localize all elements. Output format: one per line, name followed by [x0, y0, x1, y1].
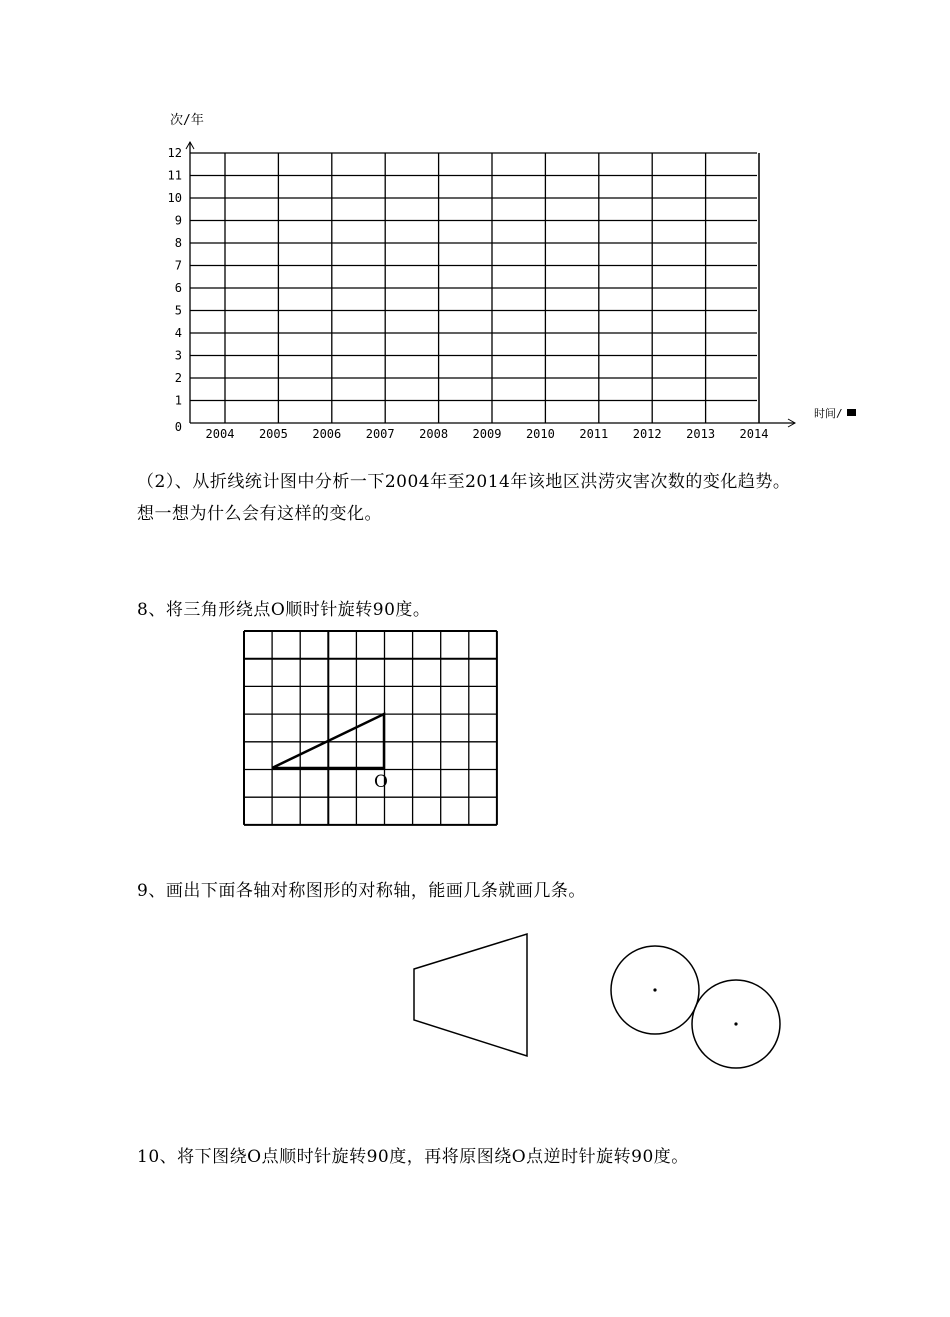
- x-tick-label: 2013: [686, 427, 716, 441]
- x-tick-label: 2006: [312, 427, 342, 441]
- x-tick-label: 2004: [205, 427, 235, 441]
- circle-left-center: [653, 988, 656, 991]
- x-axis-label: 时间/: [814, 407, 843, 420]
- question-7-2-line1: （2）、从折线统计图中分析一下2004年至2014年该地区洪涝灾害次数的变化趋势。: [137, 472, 791, 492]
- y-tick-label: 1: [174, 393, 182, 408]
- x-tick-label: 2008: [419, 427, 449, 441]
- question-8-prompt: 8、将三角形绕点O顺时针旋转90度。: [137, 600, 431, 620]
- x-tick-label: 2012: [632, 427, 662, 441]
- point-o-label: O: [374, 772, 388, 792]
- circle-right-center: [734, 1022, 737, 1025]
- y-tick-label: 11: [167, 168, 182, 183]
- y-tick-label: 5: [174, 303, 182, 318]
- question-10-prompt: 10、将下图绕O点顺时针旋转90度，再将原图绕O点逆时针旋转90度。: [137, 1147, 689, 1167]
- y-tick-label: 12: [167, 146, 182, 160]
- symmetry-figures: [0, 900, 950, 1100]
- y-tick-label: 10: [167, 191, 182, 205]
- y-tick-label: 9: [174, 213, 182, 228]
- y-tick-label: 0: [174, 420, 182, 434]
- x-tick-label: 2009: [472, 427, 502, 441]
- y-tick-label: 7: [174, 258, 182, 273]
- square-grid: [244, 631, 497, 825]
- trapezoid-shape: [414, 934, 527, 1056]
- question-9-prompt: 9、画出下面各轴对称图形的对称轴，能画几条就画几条。: [137, 881, 586, 901]
- x-tick-label: 2007: [365, 427, 395, 441]
- y-axis-label: 次/年: [170, 113, 204, 128]
- y-tick-label: 3: [174, 348, 182, 363]
- question-7-2-line2: 想一想为什么会有这样的变化。: [137, 504, 382, 524]
- x-tick-label: 2011: [579, 427, 609, 441]
- y-tick-label: 6: [174, 281, 182, 295]
- y-tick-label: 8: [174, 236, 182, 250]
- y-tick-label: 4: [174, 326, 182, 340]
- x-tick-label: 2014: [739, 427, 769, 441]
- x-tick-label: 2005: [258, 427, 288, 441]
- x-tick-label: 2010: [525, 427, 555, 441]
- y-tick-label: 2: [174, 371, 182, 385]
